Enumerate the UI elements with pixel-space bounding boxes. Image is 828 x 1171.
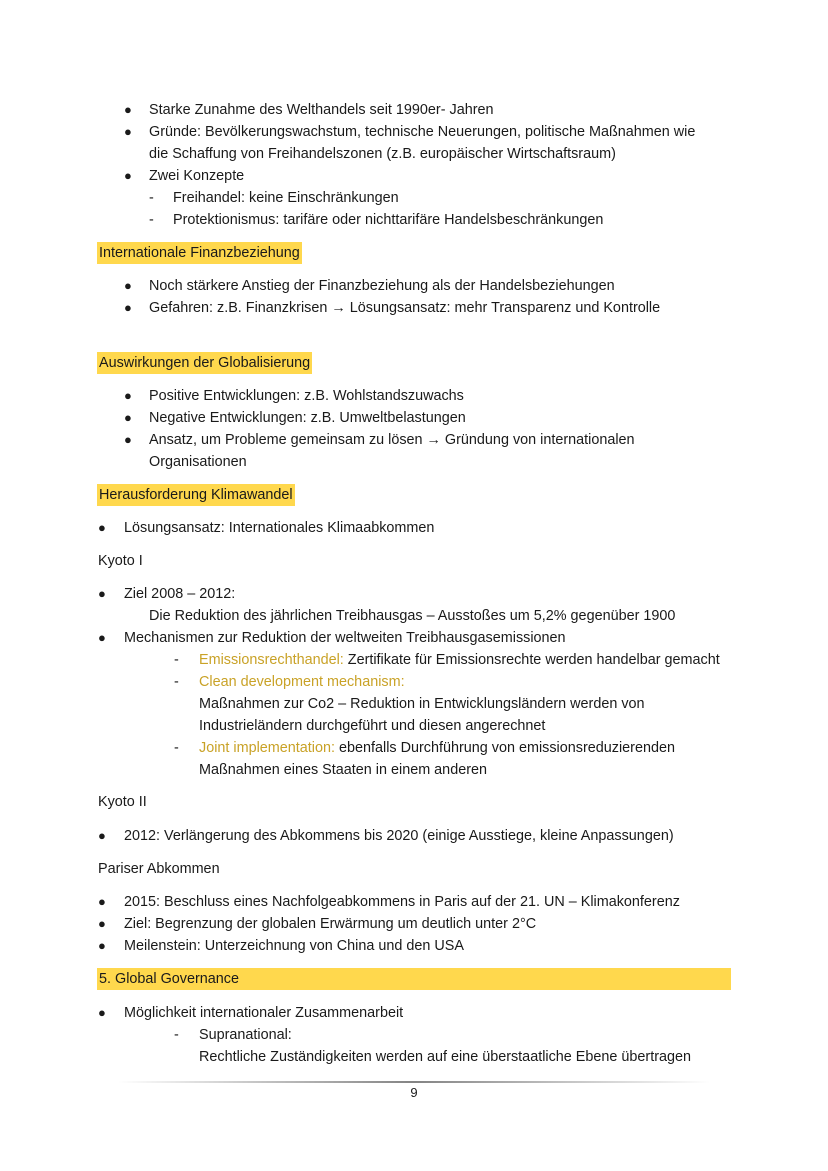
list-item: Negative Entwicklungen: z.B. Umweltbelastungen xyxy=(149,410,466,426)
list-item: Positive Entwicklungen: z.B. Wohlstandszuwachs xyxy=(149,388,464,404)
dash-icon: - xyxy=(149,212,154,228)
bullet-icon: ● xyxy=(124,388,132,403)
section-heading: 5. Global Governance xyxy=(99,971,239,987)
list-item: 2012: Verlängerung des Abkommens bis 2020 (einige Ausstiege, kleine Anpassungen) xyxy=(124,828,674,844)
bullet-icon: ● xyxy=(98,630,106,645)
dash-icon: - xyxy=(174,674,179,690)
term-description: Zertifikate für Emissionsrechte werden handelbar gemacht xyxy=(343,652,720,668)
sub-list-item: Protektionismus: tarifäre oder nichttarifäre Handelsbeschränkungen xyxy=(173,212,604,228)
term-joint-implementation: Joint implementation: xyxy=(199,740,335,756)
list-item: Ziel: Begrenzung der globalen Erwärmung um deutlich unter 2°C xyxy=(124,916,537,932)
sub-list-item: Supranational: xyxy=(199,1027,292,1043)
dash-icon: - xyxy=(174,652,179,668)
bullet-icon: ● xyxy=(124,432,132,447)
section-heading: Auswirkungen der Globalisierung xyxy=(97,352,312,374)
list-item: Meilenstein: Unterzeichnung von China und den USA xyxy=(124,938,464,954)
list-item: Zwei Konzepte xyxy=(149,168,245,184)
bullet-icon: ● xyxy=(124,168,132,183)
sub-list-item-continuation: Maßnahmen eines Staaten in einem anderen xyxy=(199,762,487,778)
bullet-icon: ● xyxy=(98,586,106,601)
bullet-icon: ● xyxy=(98,828,106,843)
list-item-continuation: Organisationen xyxy=(149,454,247,470)
list-item: Gefahren: z.B. Finanzkrisen → Lösungsansatz: mehr Transparenz und Kontrolle xyxy=(149,300,661,316)
dash-icon: - xyxy=(174,1027,179,1043)
bullet-icon: ● xyxy=(124,410,132,425)
section-heading: Internationale Finanzbeziehung xyxy=(97,242,302,264)
list-item-continuation: Die Reduktion des jährlichen Treibhausgas – Ausstoßes um 5,2% gegenüber 1900 xyxy=(149,608,676,624)
subsection-title: Pariser Abkommen xyxy=(98,861,220,877)
bullet-icon: ● xyxy=(124,278,132,293)
sub-list-item xyxy=(199,650,720,670)
term-description: ebenfalls Durchführung von emissionsreduzierenden xyxy=(334,740,675,756)
bullet-icon: ● xyxy=(124,102,132,117)
dash-icon: - xyxy=(174,740,179,756)
subsection-title: Kyoto II xyxy=(98,794,147,810)
bullet-icon: ● xyxy=(98,1005,106,1020)
bullet-icon: ● xyxy=(98,894,106,909)
subsection-title: Kyoto I xyxy=(98,553,143,569)
list-item: Lösungsansatz: Internationales Klimaabkommen xyxy=(124,520,435,536)
sub-list-item xyxy=(199,738,675,758)
list-item: Ziel 2008 – 2012: xyxy=(124,586,236,602)
bullet-icon: ● xyxy=(98,916,106,931)
list-item: Noch stärkere Anstieg der Finanzbeziehung als der Handelsbeziehungen xyxy=(149,278,615,294)
sub-list-item-continuation: Maßnahmen zur Co2 – Reduktion in Entwicklungsländern werden von xyxy=(199,696,645,712)
bullet-icon: ● xyxy=(98,520,106,535)
list-item-continuation: die Schaffung von Freihandelszonen (z.B. europäischer Wirtschaftsraum) xyxy=(149,146,616,162)
list-item: Ansatz, um Probleme gemeinsam zu lösen → Gründung von internationalen xyxy=(149,432,635,448)
list-item: 2015: Beschluss eines Nachfolgeabkommens in Paris auf der 21. UN – Klimakonferenz xyxy=(124,894,680,910)
term-clean-development-mechanism: Clean development mechanism: xyxy=(199,674,405,690)
term-emissionsrechthandel: Emissionsrechthandel: xyxy=(199,652,344,668)
list-item: Starke Zunahme des Welthandels seit 1990er- Jahren xyxy=(149,102,494,118)
list-item: Mechanismen zur Reduktion der weltweiten Treibhausgasemissionen xyxy=(124,630,566,646)
bullet-icon: ● xyxy=(124,124,132,139)
list-item: Möglichkeit internationaler Zusammenarbeit xyxy=(124,1005,404,1021)
sub-list-item-continuation: Industrieländern durchgeführt und diesen angerechnet xyxy=(199,718,546,734)
section-heading: Herausforderung Klimawandel xyxy=(97,484,295,506)
list-item: Gründe: Bevölkerungswachstum, technische Neuerungen, politische Maßnahmen wie xyxy=(149,124,696,140)
sub-list-item-continuation: Rechtliche Zuständigkeiten werden auf eine überstaatliche Ebene übertragen xyxy=(199,1049,692,1065)
page-number: 9 xyxy=(410,1085,418,1100)
footer-divider xyxy=(118,1081,710,1083)
bullet-icon: ● xyxy=(98,938,106,953)
bullet-icon: ● xyxy=(124,300,132,315)
sub-list-item: Freihandel: keine Einschränkungen xyxy=(173,190,399,206)
section-heading-bar xyxy=(97,968,731,990)
dash-icon: - xyxy=(149,190,154,206)
